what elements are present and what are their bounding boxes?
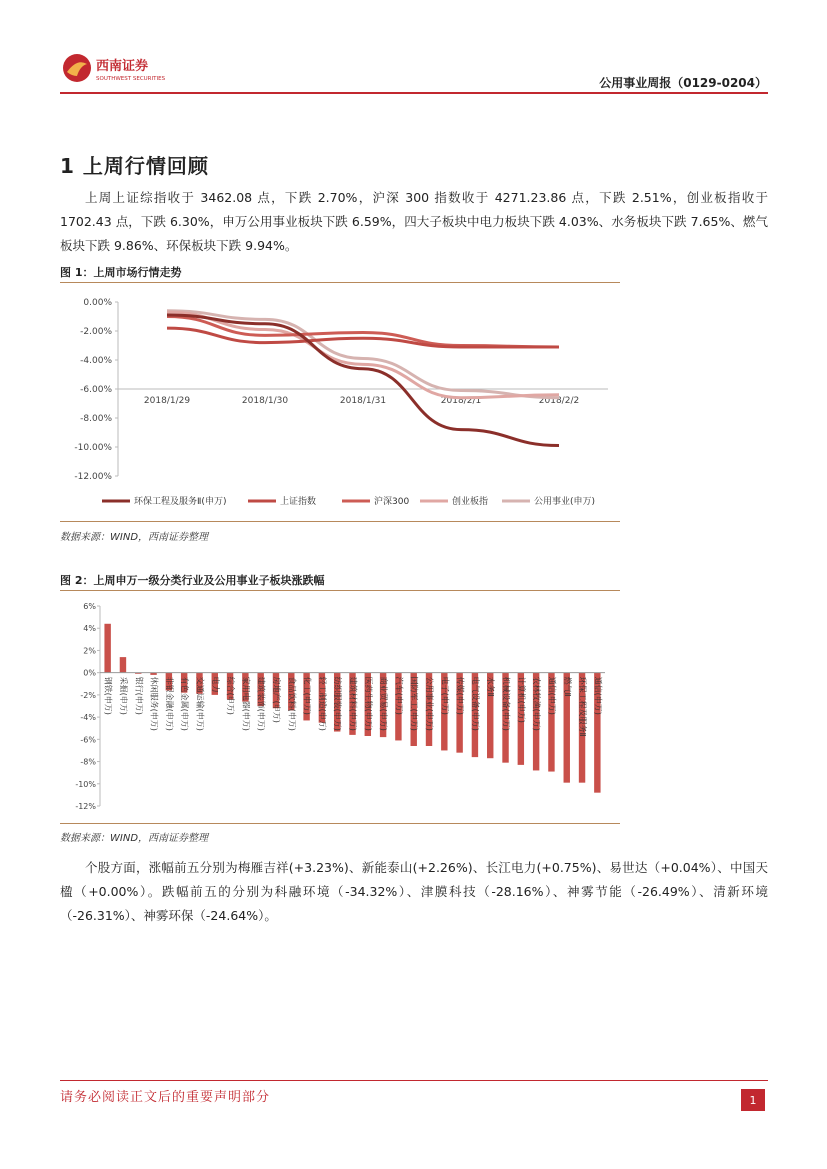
x-tick-label: 2018/2/1	[440, 396, 482, 406]
y-tick-label: -4%	[80, 713, 96, 723]
figure2-source: 数据来源：WIND，西南证券整理	[60, 833, 209, 844]
figure1-caption: 图 1：上周市场行情走势	[60, 266, 182, 279]
footer-disclaimer: 请务必阅读正文后的重要声明部分	[60, 1090, 271, 1105]
y-tick-label: -4.00%	[80, 356, 112, 366]
figure1-bottom-rule	[60, 521, 620, 522]
category-label: 采掘(申万)	[118, 676, 128, 715]
x-tick-label: 2018/1/30	[241, 396, 289, 406]
page-number: 1	[741, 1089, 765, 1111]
figure2-caption: 图 2：上周申万一级分类行业及公用事业子板块涨跌幅	[60, 574, 325, 587]
category-label: 钢铁(申万)	[103, 676, 113, 715]
category-label: 建筑材料(申万)	[348, 676, 358, 731]
y-tick-label: -6.00%	[80, 385, 112, 395]
category-label: 交通运输(申万)	[195, 676, 205, 731]
industry-bar	[104, 624, 110, 673]
y-tick-label: -10.00%	[74, 443, 112, 453]
category-label: 环保工程及服务Ⅱ	[578, 676, 588, 737]
category-label: 电气设备(申万)	[470, 676, 480, 731]
x-tick-label: 2018/1/29	[143, 396, 191, 406]
y-tick-label: -2.00%	[80, 327, 112, 337]
y-tick-label: -12.00%	[74, 472, 112, 482]
category-label: 非银金融(申万)	[164, 676, 174, 731]
category-label: 银行(申万)	[134, 676, 144, 715]
market-trend-line-chart	[60, 284, 620, 520]
industry-bar	[120, 657, 126, 673]
figure2-bottom-rule	[60, 823, 620, 824]
category-label: 国防军工(申万)	[409, 676, 419, 731]
y-tick-label: -8%	[80, 757, 96, 767]
y-tick-label: -8.00%	[80, 414, 112, 424]
series-line	[167, 315, 559, 446]
y-tick-label: 4%	[83, 624, 96, 634]
header-divider	[60, 92, 768, 94]
logo-text: 西南证券	[96, 59, 149, 74]
category-label: 燃气Ⅱ	[562, 676, 572, 697]
category-label: 电子(申万)	[440, 676, 450, 715]
y-tick-label: 6%	[83, 602, 96, 611]
category-label: 家用电器(申万)	[241, 676, 251, 731]
series-line	[167, 312, 559, 398]
stock-movers-paragraph: 个股方面，涨幅前五分别为梅雁吉祥(+3.23%)、新能泰山(+2.26%)、长江电力(+0.75%)、易世达（+0.04%）、中国天楹（+0.00%）。跌幅前五的分别为科融环境（-34.32%）、津膜科技（-28.16%）、神雾节能（-26.49%）、清新环境（-26.31%）、神雾环保（-24.64%）。	[60, 860, 768, 923]
logo-subtext: SOUTHWEST SECURITIES	[96, 76, 166, 82]
category-label: 纺织服装(申万)	[333, 676, 343, 731]
legend-label: 沪深300	[374, 497, 410, 507]
category-label: 商业贸易(申万)	[379, 676, 389, 731]
company-logo	[60, 50, 180, 86]
y-tick-label: -6%	[80, 735, 96, 745]
category-label: 房地产(申万)	[271, 676, 281, 723]
x-tick-label: 2018/1/31	[339, 396, 387, 406]
footer-divider	[60, 1080, 768, 1081]
category-label: 汽车(申万)	[394, 676, 404, 715]
legend-label: 上证指数	[280, 497, 317, 507]
category-label: 计算机(申万)	[516, 676, 526, 723]
category-label: 综合(申万)	[226, 676, 236, 715]
figure2-top-rule	[60, 590, 620, 591]
category-label: 传媒(申万)	[455, 676, 465, 715]
category-label: 通信(申万)	[593, 676, 603, 715]
category-label: 通信(申万)	[547, 676, 557, 715]
y-tick-label: -12%	[75, 802, 96, 811]
category-label: 公用事业(申万)	[425, 676, 435, 731]
y-tick-label: -2%	[80, 690, 96, 700]
figure1-source: 数据来源：WIND，西南证券整理	[60, 532, 209, 543]
legend-label: 环保工程及服务Ⅱ(申万)	[134, 497, 227, 507]
y-tick-label: 0.00%	[83, 298, 112, 308]
legend-label: 创业板指	[452, 497, 489, 507]
category-label: 食品饮料(申万)	[287, 676, 297, 731]
y-tick-label: 2%	[83, 646, 96, 656]
category-label: 水务Ⅱ	[486, 676, 496, 697]
category-label: 休闲服务(申万)	[149, 676, 159, 731]
legend-label: 公用事业(申万)	[534, 497, 596, 507]
category-label: 轻工制造(申万)	[317, 676, 327, 731]
category-label: 医药生物(申万)	[363, 676, 373, 731]
category-label: 农林牧渔(申万)	[532, 676, 542, 731]
category-label: 电力	[210, 676, 220, 693]
category-label: 化工(申万)	[302, 676, 312, 715]
industry-change-bar-chart	[60, 592, 620, 822]
market-summary-paragraph: 上周上证综指收于 3462.08 点，下跌 2.70%，沪深 300 指数收于 4271.23.86 点，下跌 2.51%，创业板指收于 1702.43 点，下跌 6.30%，申万公用事业板块下跌 6.59%，四大子板块中电力板块下跌 4.03%、水务板块下跌 7.65%、燃气板块下跌 9.86%、环保板块下跌 9.94%。	[60, 190, 768, 253]
section-title: 1 上周行情回顾	[60, 154, 209, 178]
category-label: 机械设备(申万)	[501, 676, 511, 731]
report-title: 公用事业周报（0129-0204）	[599, 76, 767, 90]
x-tick-label: 2018/2/2	[538, 396, 580, 406]
category-label: 有色金属(申万)	[180, 676, 190, 731]
figure1-top-rule	[60, 282, 620, 283]
category-label: 建筑装饰(申万)	[256, 676, 266, 731]
y-tick-label: 0%	[83, 668, 96, 678]
y-tick-label: -10%	[75, 779, 96, 789]
